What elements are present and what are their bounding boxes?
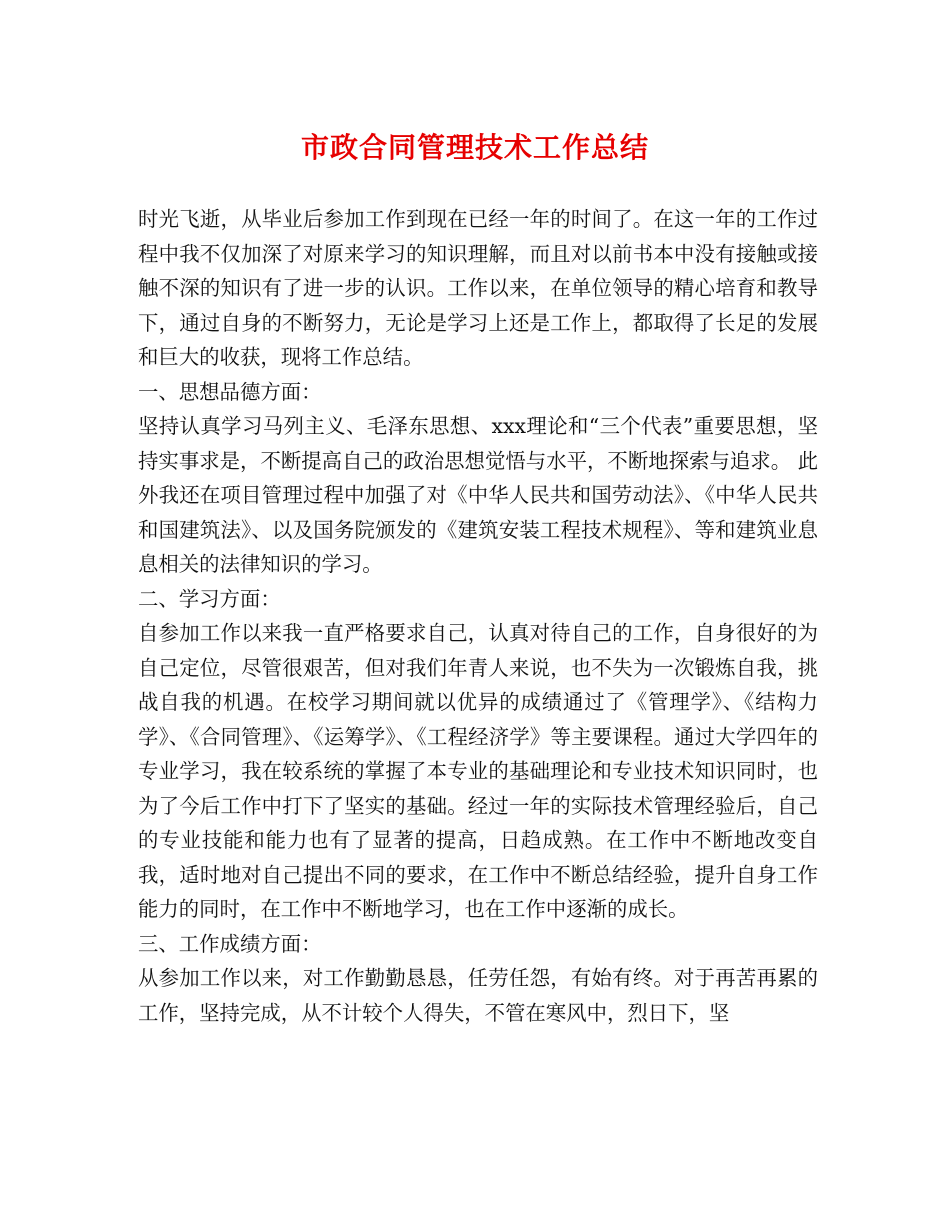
ideology-paragraph: 坚持认真学习马列主义、毛泽东思想、xxx理论和“三个代表”重要思想，坚持实事求是，不断提高自己的政治思想觉悟与水平，不断地探索与追求。 此外我还在项目管理过程中加强了对《中华人民共和国劳动法》、《中华人民共和国建筑法》、以及国务院颁发的《建筑安装工程技术规程》、等和建筑业息息相关的法律知识的学习。 bbox=[138, 414, 818, 576]
achievements-paragraph: 从参加工作以来，对工作勤勤恳恳，任劳任怨，有始有终。对于再苦再累的工作，坚持完成，从不计较个人得失，不管在寒风中，烈日下，坚 bbox=[138, 966, 818, 1025]
intro-paragraph: 时光飞逝，从毕业后参加工作到现在已经一年的时间了。在这一年的工作过程中我不仅加深了对原来学习的知识理解，而且对以前书本中没有接触或接触不深的知识有了进一步的认识。工作以来，在单位领导的精心培育和教导下，通过自身的不断努力，无论是学习上还是工作上，都取得了长足的发展和巨大的收获，现将工作总结。 bbox=[138, 207, 818, 369]
document-title: 市政合同管理技术工作总结 bbox=[300, 131, 649, 164]
study-paragraph: 自参加工作以来我一直严格要求自己，认真对待自己的工作，自身很好的为自己定位，尽管很艰苦，但对我们年青人来说，也不失为一次锻炼自我，挑战自我的机遇。在校学习期间就以优异的成绩通过了《管理学》、《结构力学》、《合同管理》、《运筹学》、《工程经济学》等主要课程。通过大学四年的专业学习，我在较系统的掌握了本专业的基础理论和专业技术知识同时，也为了今后工作中打下了坚实的基础。经过一年的实际技术管理经验后，自己的专业技能和能力也有了显著的提高，日趋成熟。在工作中不断地改变自我，适时地对自己提出不同的要求，在工作中不断总结经验，提升自身工作能力的同时，在工作中不断地学习，也在工作中逐渐的成长。 bbox=[138, 621, 818, 921]
section-heading-achievements: 三、工作成绩方面： bbox=[138, 931, 322, 956]
section-heading-ideology: 一、思想品德方面： bbox=[138, 379, 322, 404]
document-body bbox=[138, 202, 818, 1030]
section-heading-study: 二、学习方面： bbox=[138, 586, 281, 611]
